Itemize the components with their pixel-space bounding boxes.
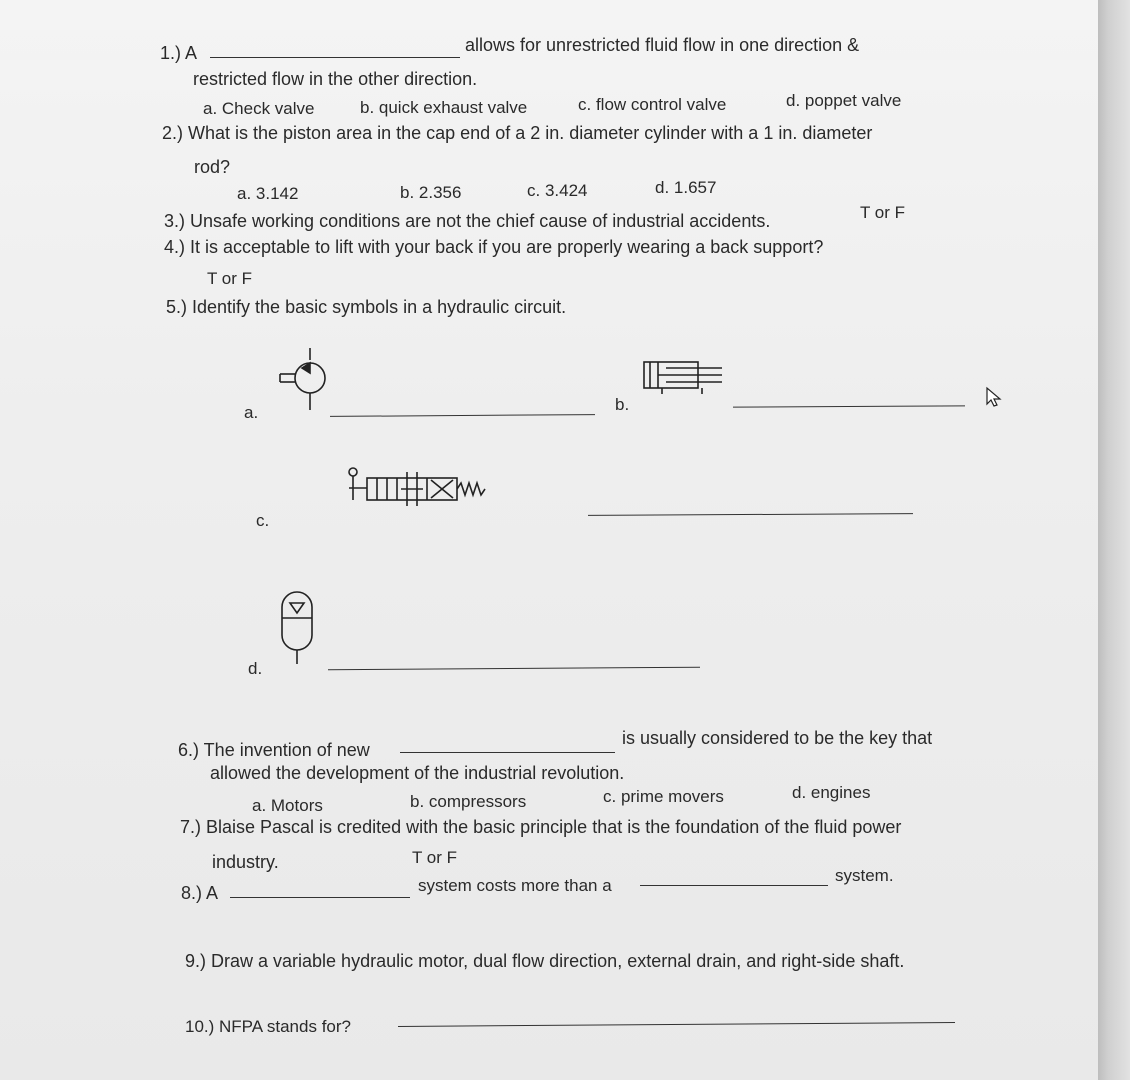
q7-text-continued: industry. [212,852,279,872]
q5-label-b: b. [615,395,630,414]
hydraulic-symbol-b-cylinder-icon [642,356,727,401]
q6-option-d[interactable]: d. engines [792,783,871,802]
q6-option-a[interactable]: a. Motors [252,796,323,815]
q8-text-middle: system costs more than a [418,876,612,895]
q7-text: 7.) Blaise Pascal is credited with the basic principle that is the foundation of the fluid power [180,817,902,837]
mouse-cursor-icon [985,386,1003,408]
q5-text: 5.) Identify the basic symbols in a hydraulic circuit. [166,297,567,317]
q2-text-continued: rod? [194,157,231,177]
q3-text: 3.) Unsafe working conditions are not the chief cause of industrial accidents. [164,211,771,231]
q5-label-c: c. [256,511,270,530]
q6-option-b[interactable]: b. compressors [410,792,527,811]
q1-option-c[interactable]: c. flow control valve [578,95,727,114]
q2-option-a[interactable]: a. 3.142 [237,184,299,203]
q2-text: 2.) What is the piston area in the cap end of a 2 in. diameter cylinder with a 1 in. diameter [162,123,873,143]
q4-text: 4.) It is acceptable to lift with your back if you are properly wearing a back support? [164,237,824,257]
q10-text: 10.) NFPA stands for? [185,1017,351,1036]
q9-text: 9.) Draw a variable hydraulic motor, dual flow direction, external drain, and right-side shaft. [185,951,905,971]
q6-text-middle: is usually considered to be the key that [622,728,933,748]
q8-number: 8.) A [181,883,219,903]
q2-option-d[interactable]: d. 1.657 [655,178,717,197]
page-edge-shadow [1098,0,1130,1080]
q5-label-a: a. [244,403,259,422]
q7-true-false[interactable]: T or F [412,848,458,867]
q2-option-b[interactable]: b. 2.356 [400,183,462,202]
q3-true-false[interactable]: T or F [860,203,906,222]
hydraulic-symbol-a-icon [270,346,330,416]
q1-text: allows for unrestricted fluid flow in one direction & [465,35,860,55]
q6-text-continued: allowed the development of the industrial revolution. [210,763,625,783]
q1-text-continued: restricted flow in the other direction. [193,69,478,89]
q1-option-b[interactable]: b. quick exhaust valve [360,98,528,117]
q1-option-d[interactable]: d. poppet valve [786,91,902,110]
q6-text: 6.) The invention of new [178,740,370,760]
q6-answer-blank[interactable] [400,752,615,753]
q1-answer-blank[interactable] [210,57,460,58]
q5-label-d: d. [248,659,263,678]
q2-option-c[interactable]: c. 3.424 [527,181,588,200]
q1-option-a[interactable]: a. Check valve [203,99,315,118]
q1-number: 1.) A [160,43,198,63]
hydraulic-symbol-c-valve-icon [345,466,505,514]
q8-text-end: system. [835,866,894,885]
q8-answer-blank-2[interactable] [640,885,828,886]
q4-true-false[interactable]: T or F [207,269,253,288]
hydraulic-symbol-d-accumulator-icon [278,588,318,668]
q6-option-c[interactable]: c. prime movers [603,787,724,806]
q8-answer-blank-1[interactable] [230,897,410,898]
